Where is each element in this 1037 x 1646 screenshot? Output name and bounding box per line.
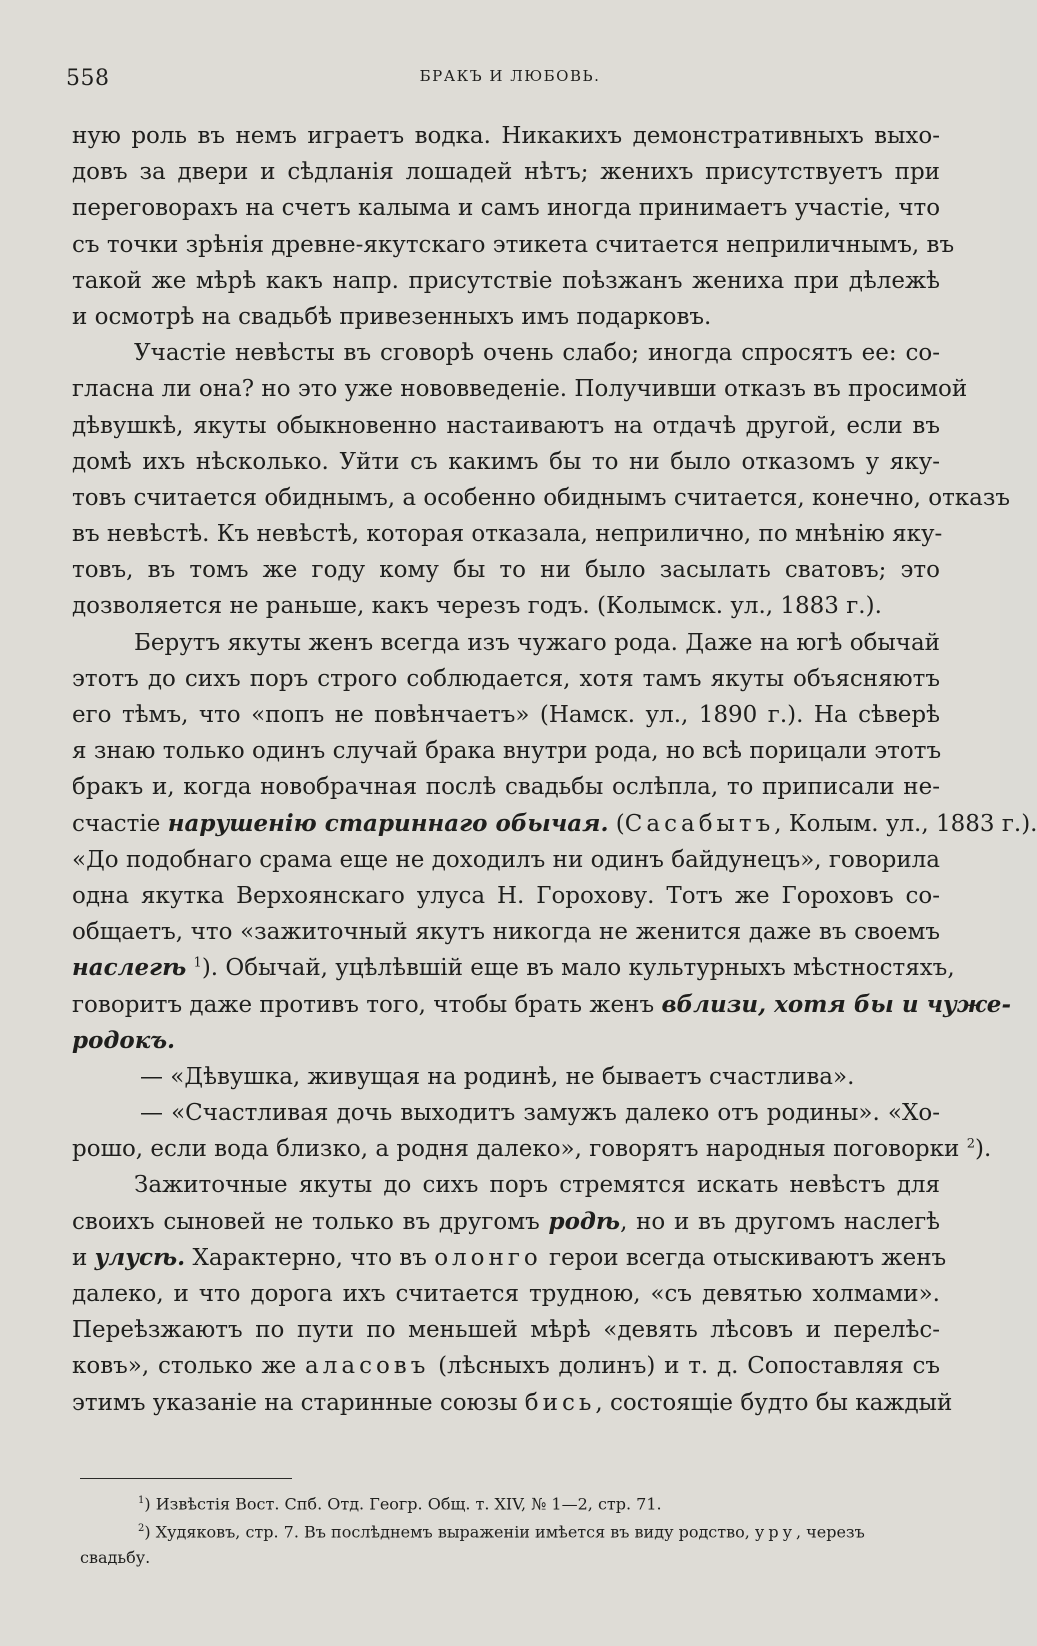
text-line: съ точки зрѣнія древне-якутскаго этикета считается неприличнымъ, въ [72,231,955,258]
text-span: , Колым. ул., 1883 г.). [774,810,1037,837]
text-line: — «Дѣвушка, живущая на родинѣ, не бываетъ счастлива». [140,1063,855,1090]
text-line: товъ считается обиднымъ, а особенно обиднымъ считается, конечно, отказъ [72,484,1011,511]
text-line: дозволяется не раньше, какъ черезъ годъ. (Колымск. ул., 1883 г.). [72,593,882,620]
text-line: Участіе невѣсты въ сговорѣ очень слабо; иногда спросятъ ее: со- [134,340,940,367]
italic-phrase: нарушенію стариннаго обычая. [167,809,609,837]
text-line: довъ за двери и сѣдланія лошадей нѣтъ; женихъ присутствуетъ при [72,159,940,186]
text-line: одна якутка Верхоянскаго улуса Н. Горохову. Тотъ же Гороховъ со- [72,882,940,909]
text-line: гласна ли она? но это уже нововведеніе. Получивши отказъ въ просимой [72,376,968,403]
footnote-ref[interactable]: 1 [193,955,202,971]
text-line [72,1348,940,1384]
footnote-text: ) Худяковъ, стр. 7. Въ послѣднемъ выраженіи имѣется въ виду родство, [144,1522,755,1542]
text-line: Зажиточные якуты до сихъ поръ стремятся искать невѣстъ для [134,1172,940,1199]
text-span: Характерно, что въ [185,1244,435,1271]
text-span: этимъ указаніе на старинные союзы [72,1389,525,1416]
footnote-continuation: свадьбу. [80,1547,151,1567]
footnote-text: , черезъ [796,1522,865,1542]
italic-phrase: вблизи, хотя бы и чуже- [661,990,1011,1018]
footnote-mark: 1 [138,1495,145,1506]
text-span: , состоящіе будто бы каждый [595,1389,953,1416]
text-line: товъ, въ томъ же году кому бы то ни было засылать сватовъ; это [72,557,940,584]
text-line: бракъ и, когда новобрачная послѣ свадьбы ослѣпла, то приписали не- [72,774,940,801]
text-span: рошо, если вода близко, а родня далеко», говорятъ народныя поговорки [72,1136,960,1163]
text-line: переговорахъ на счетъ калыма и самъ иногда принимаетъ участіе, что [72,195,941,222]
text-line: далеко, и что дорога ихъ считается трудною, «съ девятью холмами». [72,1281,940,1307]
text-line [72,1240,947,1276]
text-line: «До подобнаго срама еще не доходилъ ни одинъ байдунецъ», говорила [72,846,940,873]
text-line: общаетъ, что «зажиточный якутъ никогда не женится даже въ своемъ [72,919,940,946]
spaced-word: Сасабытъ [624,810,775,837]
text-line: — «Счастливая дочь выходитъ замужъ далеко отъ родины». «Хо- [140,1100,940,1127]
footnote-ref[interactable]: 2 [966,1136,975,1152]
text-line [72,1023,940,1059]
text-line: домѣ ихъ нѣсколько. Уйти съ какимъ бы то ни было отказомъ у яку- [72,448,940,475]
footnote-mark: 2 [138,1523,145,1535]
text-line: счастіе нарушенію стариннаго обычая. (Сасабытъ, Колым. ул., 1883 г.). [72,809,1037,837]
text-line [72,987,1011,1023]
text-span: говоритъ даже противъ того, чтобы брать женъ [72,991,662,1018]
text-line: въ невѣстѣ. Къ невѣстѣ, которая отказала, неприлично, по мнѣнію яку- [72,521,943,548]
text-line: Переѣзжаютъ по пути по меньшей мѣрѣ «девять лѣсовъ и перелѣс- [72,1317,940,1344]
italic-phrase: улусѣ. [94,1243,186,1271]
text-line [72,1131,992,1167]
text-line: такой же мѣрѣ какъ напр. присутствіе поѣзжанъ жениха при дѣлежѣ [72,267,940,294]
text-span: и [72,1244,95,1271]
page-number: 558 [66,66,110,91]
text-span: (лѣсныхъ долинъ) и т. д. Сопоставляя съ [429,1353,940,1380]
text-line: ную роль въ немъ играетъ водка. Никакихъ демонстративныхъ выхо- [72,123,940,149]
footnote [80,1516,950,1544]
text-span: ковъ», столько же [72,1353,306,1380]
text-line: Берутъ якуты женъ всегда изъ чужаго рода. Даже на югѣ обычай [134,629,940,656]
text-span: ). Обычай, уцѣлѣвшій еще въ мало культурныхъ мѣстностяхъ, [201,955,955,982]
text-span: герои всегда отыскиваютъ женъ [541,1244,947,1271]
text-line: дѣвушкѣ, якуты обыкновенно настаиваютъ на отдачѣ другой, если въ [72,412,940,439]
spaced-word: бись [524,1389,596,1416]
italic-phrase: родокъ. [72,1026,176,1054]
text-span: своихъ сыновей не только въ другомъ [72,1208,549,1235]
italic-phrase: родѣ [548,1207,621,1235]
text-span: ). [974,1136,992,1163]
spaced-word: аласовъ [305,1353,430,1380]
spaced-word: уру [754,1522,796,1542]
footnote [80,1488,950,1516]
text-span: , но и въ другомъ наслегѣ [620,1208,940,1235]
text-line: я знаю только одинъ случай брака внутри рода, но всѣ порицали этотъ [72,738,942,765]
running-head: БРАКЪ И ЛЮБОВЬ. [419,67,601,85]
footnote-text: ) Извѣстія Вост. Спб. Отд. Геогр. Общ. т. XIV, № 1—2, стр. 71. [144,1494,662,1514]
text-line [72,950,955,986]
text-span: счастіе [72,810,168,837]
text-line: его тѣмъ, что «попъ не повѣнчаетъ» (Намск. ул., 1890 г.). На сѣверѣ [72,702,940,728]
text-line [72,1204,940,1240]
text-line [72,1385,953,1421]
footnote-divider [80,1478,292,1479]
spaced-word: олонго [434,1244,542,1271]
text-line: и осмотрѣ на свадьбѣ привезенныхъ имъ подарковъ. [72,303,712,330]
italic-phrase: наслегѣ [72,954,187,982]
body-text [72,118,1037,1421]
footnotes [80,1488,950,1570]
text-line: этотъ до сихъ поръ строго соблюдается, хотя тамъ якуты объясняютъ [72,665,940,692]
